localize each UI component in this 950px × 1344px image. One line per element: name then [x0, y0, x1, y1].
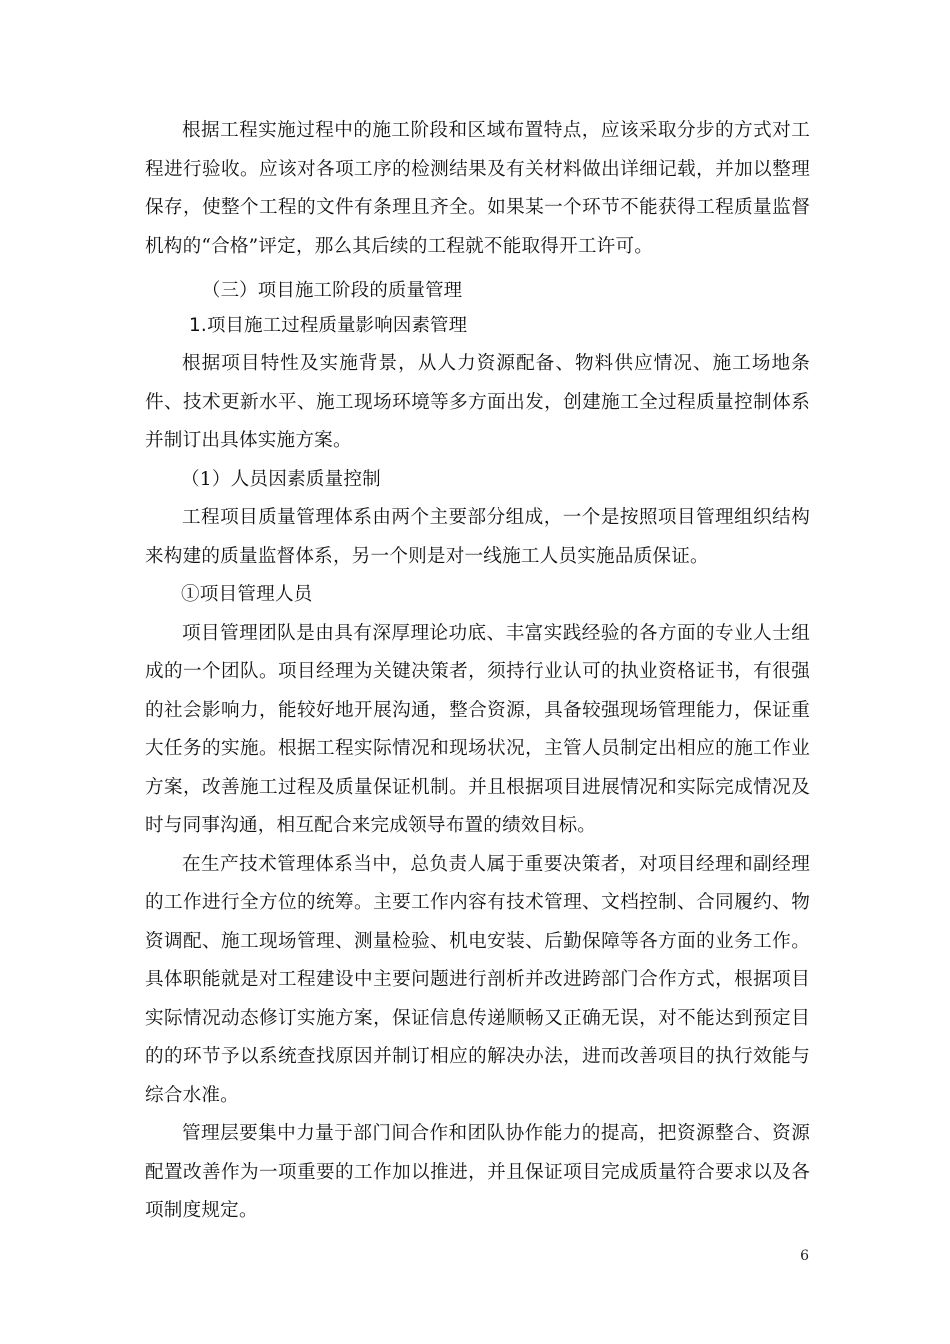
subsection-heading: 1.项目施工过程质量影响因素管理: [189, 314, 468, 336]
paragraph-acceptance: 根据工程实施过程中的施工阶段和区域布置特点，应该采取分步的方式对工程进行验收。应该对各项工序的检测结果及有关材料做出详细记载，并加以整理保存，使整个工程的文件有条理且齐全。如果某一个环节不能获得工程质量监督机构的“合格”评定，那么其后续的工程就不能取得开工许可。: [145, 120, 810, 257]
paragraph-management-team: 项目管理团队是由具有深厚理论功底、丰富实践经验的各方面的专业人士组成的一个团队。项目经理为关键决策者，须持行业认可的执业资格证书，有很强的社会影响力，能较好地开展沟通，整合资源，具备较强现场管理能力，保证重大任务的实施。根据工程实际情况和现场状况，主管人员制定出相应的施工作业方案，改善施工过程及质量保证机制。并且根据项目进展情况和实际完成情况及时与同事沟通，相互配合来完成领导布置的绩效目标。: [145, 622, 810, 836]
section-heading: （三）项目施工阶段的质量管理: [202, 280, 463, 301]
paragraph-chief-responsible: 在生产技术管理体系当中，总负责人属于重要决策者，对项目经理和副经理的工作进行全方位的统筹。主要工作内容有技术管理、文档控制、合同履约、物资调配、施工现场管理、测量检验、机电安装、后勤保障等各方面的业务工作。具体职能就是对工程建设中主要问题进行剖析并改进跨部门合作方式，根据项目实际情况动态修订实施方案，保证信息传递顺畅又正确无误，对不能达到预定目的的环节予以系统查找原因并制订相应的解决办法，进而改善项目的执行效能与综合水准。: [145, 853, 810, 1106]
sub-heading-management-staff: ①项目管理人员: [181, 584, 313, 605]
body-text-top: [145, 112, 810, 266]
paragraph-quality-system: 工程项目质量管理体系由两个主要部分组成，一个是按照项目管理组织结构来构建的质量监督体系，另一个则是对一线施工人员实施品质保证。: [145, 507, 810, 567]
paragraph-intro: 根据项目特性及实施背景，从人力资源配备、物料供应情况、施工场地条件、技术更新水平、施工现场环境等多方面出发，创建施工全过程质量控制体系并制订出具体实施方案。: [145, 353, 810, 451]
page-number: 6: [800, 1248, 809, 1264]
sub-heading-personnel-control: （1）人员因素质量控制: [181, 468, 381, 490]
paragraph-management-layer: 管理层要集中力量于部门间合作和团队协作能力的提高，把资源整合、资源配置改善作为一项重要的工作加以推进，并且保证项目完成质量符合要求以及各项制度规定。: [145, 1123, 810, 1221]
body-text-main: [145, 272, 810, 1231]
